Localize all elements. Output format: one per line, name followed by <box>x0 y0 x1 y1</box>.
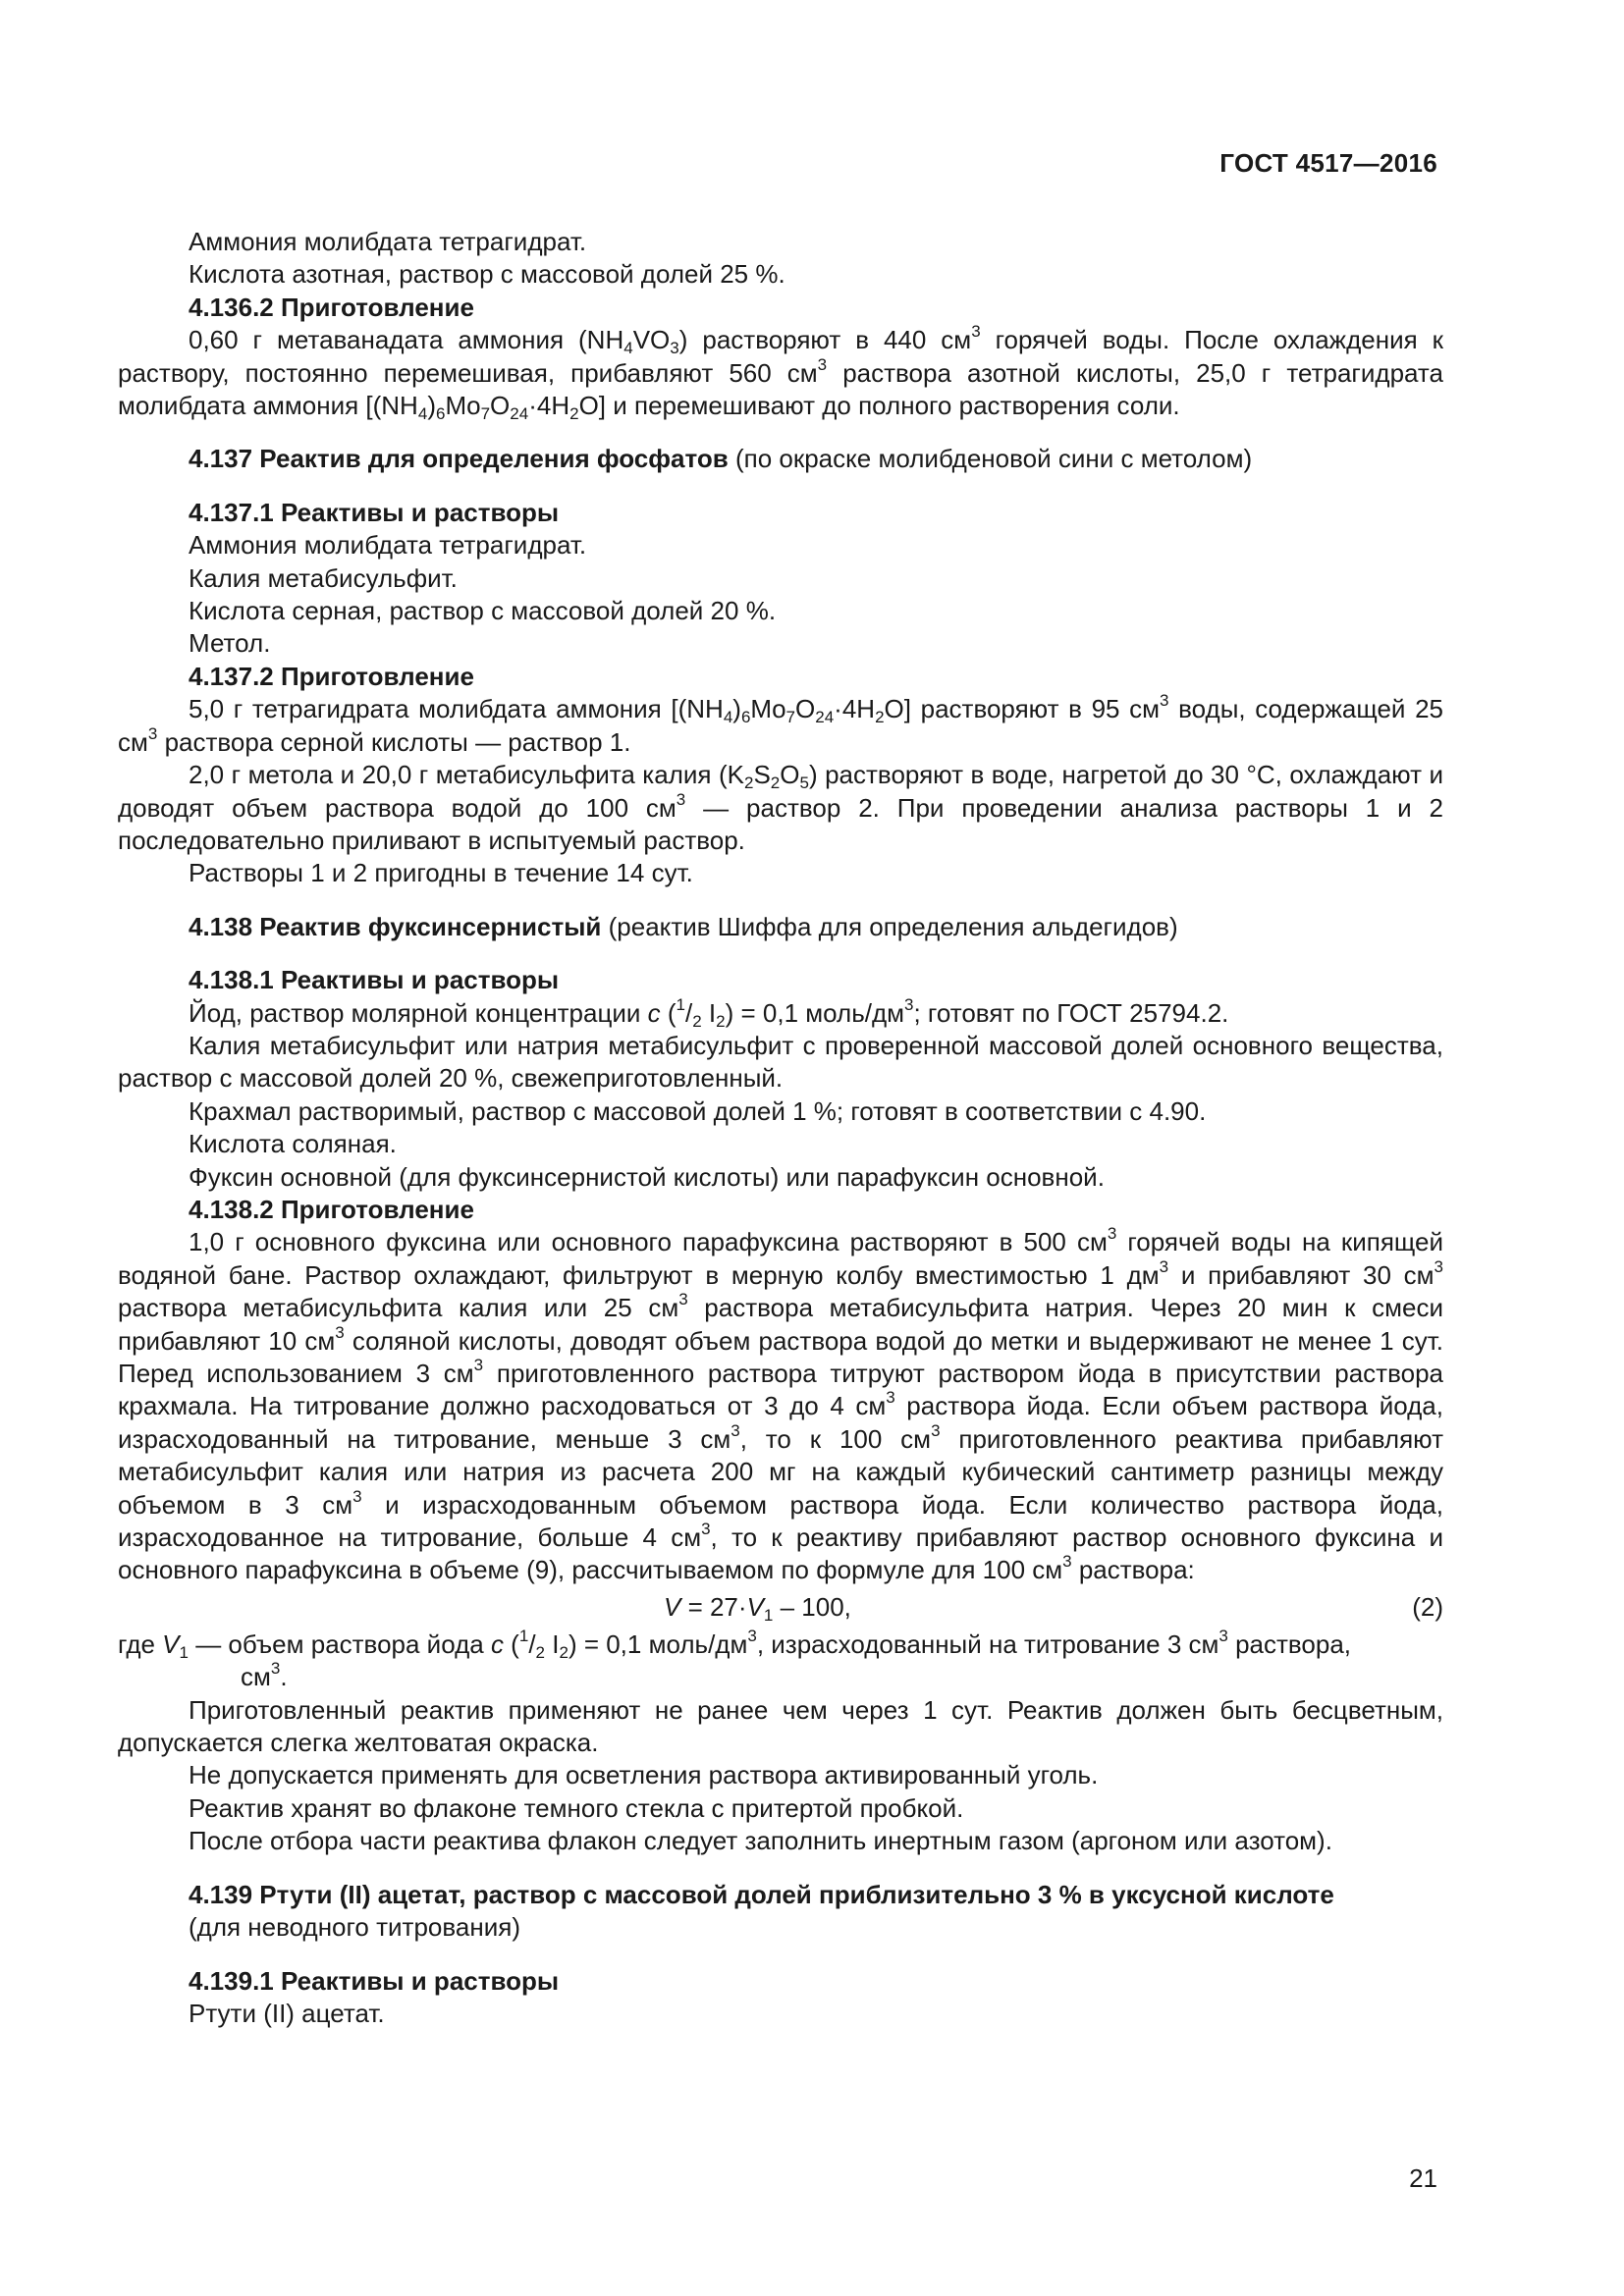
storage-paragraph: Приготовленный реактив применяют не ранее чем через 1 сут. Реактив должен быть бесцветным, допускается слегка желтоватая окраска. <box>118 1694 1443 1758</box>
section-title-4-138: 4.138 Реактив фуксинсернистый (реактив Шиффа для определения альдегидов) <box>189 911 1178 941</box>
reagent-item: Калия метабисульфит или натрия метабисульфит с проверенной массовой долей основного вещества, раствор с массовой долей 20 %, свежеприготовленный. <box>118 1030 1443 1094</box>
formula-explanation: где $V_1$ — объем раствора йода c ($^1/_2$ $I_2) = 0,1$ моль/$дм^3$, израсходованный на титрование 3 $см^3$ раствора, <box>118 1626 1352 1662</box>
page-number: 21 <box>1409 2163 1437 2193</box>
subsection-heading-4-139-1: 4.139.1 Реактивы и растворы <box>189 1965 560 1996</box>
subsection-heading-4-138-1: 4.138.1 Реактивы и растворы <box>189 965 560 995</box>
subsection-heading-4-137-1: 4.137.1 Реактивы и растворы <box>189 497 560 527</box>
formula-explanation-continued: $см^3$. <box>241 1659 288 1692</box>
reagent-item: Аммония молибдата тетрагидрат. <box>189 227 587 256</box>
preparation-paragraph: 2,0 г метола и 20,0 г метабисульфита калия $(K_2S_2O_5)$ растворяют в воде, нагретой до 30 °С, охлаждают и доводят объем раствора водой до 100 $см^3$ — раствор 2. При проведении анализа растворы 1 и 2 последовательно приливают в испытуемый раствор. <box>118 760 1443 855</box>
reagent-item: Аммония молибдата тетрагидрат. <box>189 530 587 561</box>
formula-expression: $V = 27\cdot V_1 - 100$, <box>664 1591 851 1625</box>
reagent-item: Кислота серная, раствор с массовой долей 20 %. <box>189 596 777 626</box>
reagent-item: Калия метабисульфит. <box>189 562 458 593</box>
reagent-item: Кислота соляная. <box>189 1129 397 1159</box>
formula-2 <box>118 1591 1443 1625</box>
reagent-item-iodine: Йод, раствор молярной концентрации c ($^1/_2$ $I_2) = 0,1$ моль/$дм^3$; готовят по ГОСТ 25794.2. <box>189 994 1229 1031</box>
subsection-heading-4-138-2: 4.138.2 Приготовление <box>189 1194 474 1224</box>
preparation-paragraph: 0,60 г метаванадата аммония $(NH_4VO_3)$ растворяют в 440 $см^3$ горячей воды. После охлаждения к раствору, постоянно перемешивая, прибавляют 560 $см^3$ раствора азотной кислоты, 25,0 г тетрагидрата молибдата аммония $[(NH_4)_6Mo_7O_{24}\cdot 4H_2O]$ и перемешивают до полного растворения соли. <box>118 322 1444 424</box>
page-content <box>118 226 1443 2030</box>
formula-number: (2) <box>1412 1591 1443 1622</box>
section-title-4-139: 4.139 Ртути (II) ацетат, раствор с массовой долей приблизительно 3 % в уксусной кислоте <box>189 1879 1334 1909</box>
reagent-item: Крахмал растворимый, раствор с массовой долей 1 %; готовят в соответствии с 4.90. <box>189 1095 1207 1126</box>
storage-paragraph: Реактив хранят во флаконе темного стекла с притертой пробкой. <box>189 1792 964 1823</box>
storage-paragraph: После отбора части реактива флакон следует заполнить инертным газом (аргоном или азотом). <box>189 1826 1332 1856</box>
preparation-paragraph: 5,0 г тетрагидрата молибдата аммония $[(NH_4)_6Mo_7O_{24}\cdot 4H_2O]$ растворяют в 95 $см^3$ воды, содержащей 25 $см^3$ раствора серной кислоты — раствор 1. <box>118 691 1443 757</box>
reagent-item: Метол. <box>189 628 271 659</box>
storage-paragraph: Не допускается применять для осветления раствора активированный уголь. <box>189 1760 1099 1790</box>
subsection-heading-4-136-2: 4.136.2 Приготовление <box>189 292 474 322</box>
preparation-paragraph: 1,0 г основного фуксина или основного парафуксина растворяют в 500 $см^3$ горячей воды на кипящей водяной бане. Раствор охлаждают, фильтруют в мерную колбу вместимостью 1 $дм^3$ и прибавляют 30 $см^3$ раствора метабисульфита калия или 25 $см^3$ раствора метабисульфита натрия. Через 20 мин к смеси прибавляют 10 $см^3$ соляной кислоты, доводят объем раствора водой до метки и выдерживают не менее 1 сут. Перед использованием 3 $см^3$ приготовленного раствора титруют раствором йода в присутствии раствора крахмала. На титрование должно расходоваться от 3 до 4 $см^3$ раствора йода. Если объем раствора йода, израсходованный на титрование, меньше 3 $см^3$, то к 100 $см^3$ приготовленного реактива прибавляют метабисульфит калия или натрия из расчета 200 мг на каждый кубический сантиметр разницы между объемом в 3 $см^3$ и израсходованным объемом раствора йода. Если количество раствора йода, израсходованное на титрование, больше 4 $см^3$, то к реактиву прибавляют раствор основного фуксина и основного парафуксина в объеме (9), рассчитываемом по формуле для 100 $см^3$ раствора: <box>118 1224 1444 1585</box>
subsection-heading-4-137-2: 4.137.2 Приготовление <box>189 661 474 691</box>
reagent-item: Кислота азотная, раствор с массовой долей 25 %. <box>189 259 785 290</box>
preparation-note: Растворы 1 и 2 пригодны в течение 14 сут. <box>189 858 693 888</box>
reagent-item: Ртути (II) ацетат. <box>189 1998 385 2028</box>
document-number-header: ГОСТ 4517—2016 <box>1219 148 1437 178</box>
section-title-4-137: 4.137 Реактив для определения фосфатов (по окраске молибденовой сини с метолом) <box>189 444 1253 474</box>
section-title-4-139-note: (для неводного титрования) <box>189 1912 520 1943</box>
reagent-item: Фуксин основной (для фуксинсернистой кислоты) или парафуксин основной. <box>189 1161 1105 1192</box>
